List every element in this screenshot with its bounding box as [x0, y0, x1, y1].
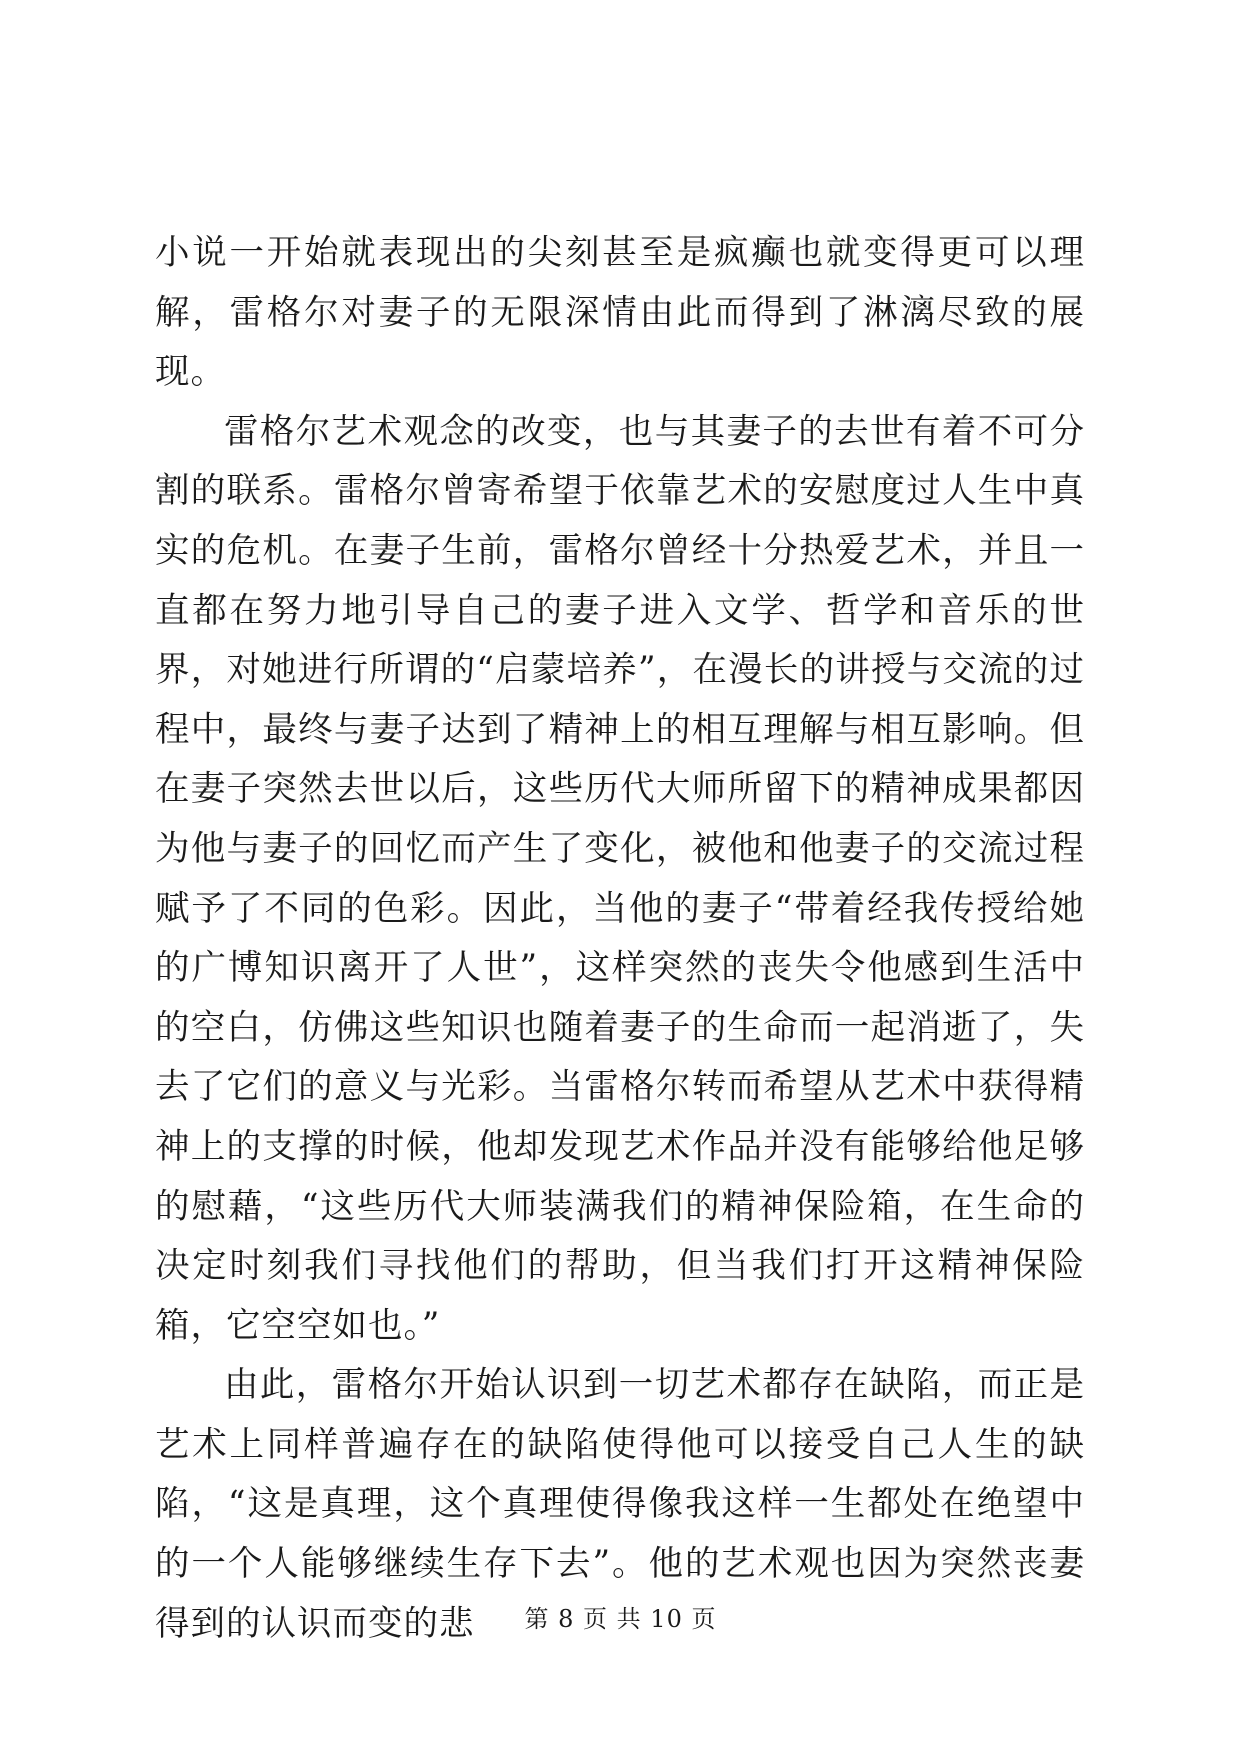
paragraph-art-concept-change: 雷格尔艺术观念的改变，也与其妻子的去世有着不可分割的联系。雷格尔曾寄希望于依靠艺术的安慰度过人生中真实的危机。在妻子生前，雷格尔曾经十分热爱艺术，并且一直都在努力地引导自己的妻子进入文学、哲学和音乐的世界，对她进行所谓的“启蒙培养”，在漫长的讲授与交流的过程中，最终与妻子达到了精神上的相互理解与相互影响。但在妻子突然去世以后，这些历代大师所留下的精神成果都因为他与妻子的回忆而产生了变化，被他和他妻子的交流过程赋予了不同的色彩。因此，当他的妻子“带着经我传授给她的广博知识离开了人世”，这样突然的丧失令他感到生活中的空白，仿佛这些知识也随着妻子的生命而一起消逝了，失去了它们的意义与光彩。当雷格尔转而希望从艺术中获得精神上的支撑的时候，他却发现艺术作品并没有能够给他足够的慰藉，“这些历代大师装满我们的精神保险箱，在生命的决定时刻我们寻找他们的帮助，但当我们打开这精神保险箱，它空空如也。” — [155, 411, 1085, 1346]
body-text — [155, 224, 1085, 1654]
paragraph-continuation: 小说一开始就表现出的尖刻甚至是疯癫也就变得更可以理解，雷格尔对妻子的无限深情由此而得到了淋漓尽致的展现。 — [155, 233, 1085, 393]
paragraph-art-defects: 由此，雷格尔开始认识到一切艺术都存在缺陷，而正是艺术上同样普遍存在的缺陷使得他可以接受自己人生的缺陷，“这是真理，这个真理使得像我这样一生都处在绝望中的一个人能够继续生存下去”。他的艺术观也因为突然丧妻得到的认识而变的悲 — [155, 1365, 1085, 1644]
page-number-footer: 第 8 页 共 10 页 — [524, 1605, 717, 1633]
